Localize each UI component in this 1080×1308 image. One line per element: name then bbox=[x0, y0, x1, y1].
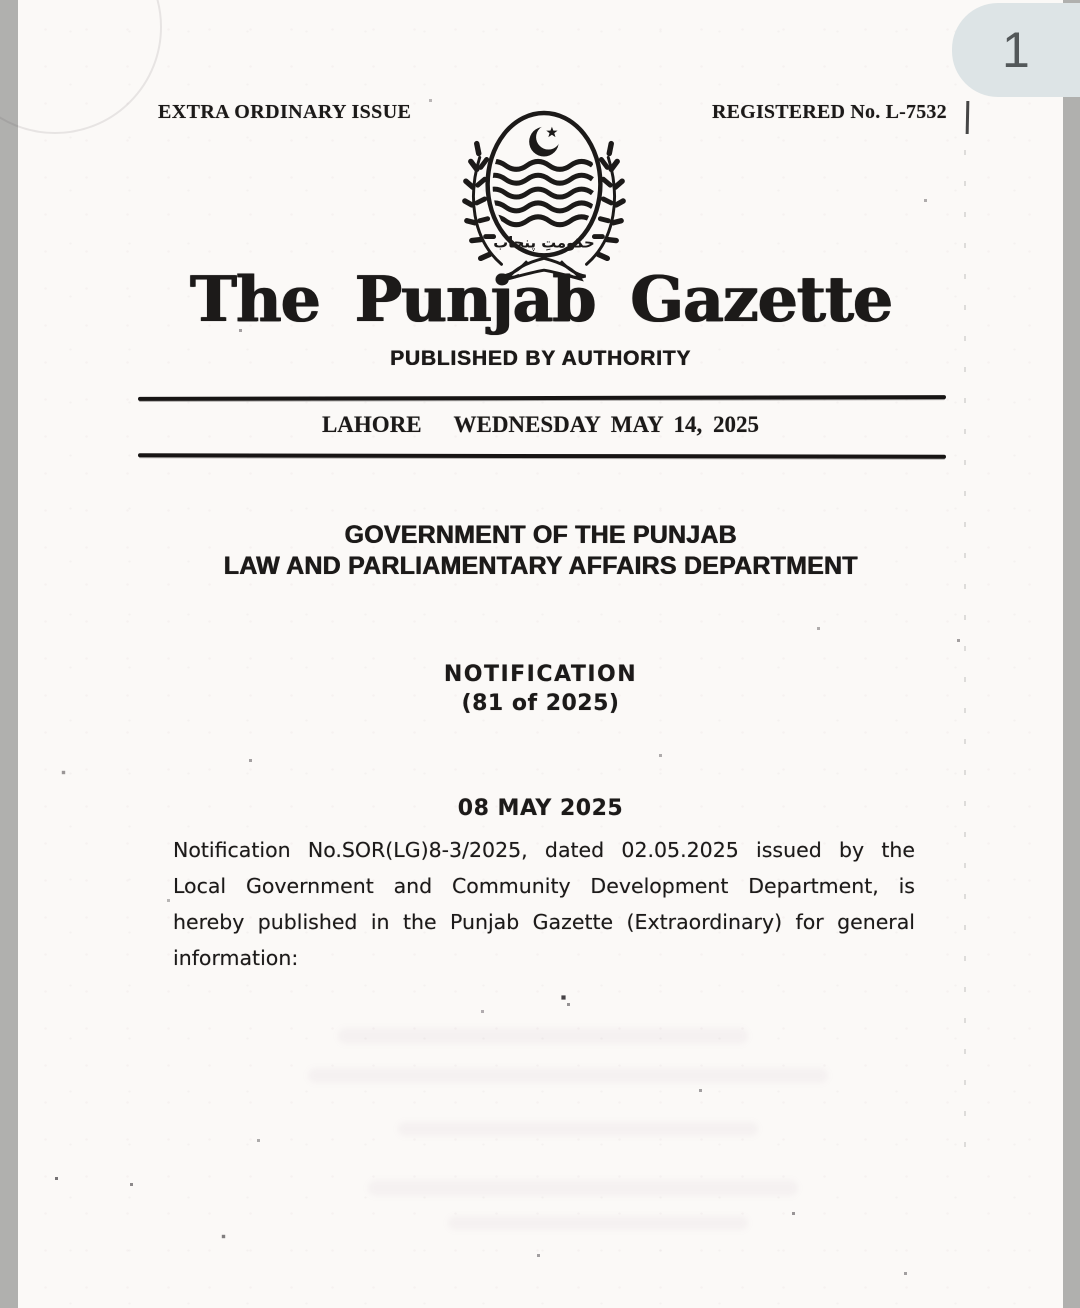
river-waves bbox=[484, 161, 593, 224]
paragraph-line: hereby published in the Punjab Gazette (Extraordinary) for general bbox=[173, 910, 915, 934]
notification-heading: NOTIFICATION bbox=[443, 662, 638, 687]
separator-rule-top bbox=[138, 395, 946, 401]
notification-date: 08 MAY 2025 bbox=[457, 796, 624, 821]
urdu-script: حکومتِ پنجاب bbox=[493, 234, 595, 252]
page-number: 1 bbox=[1002, 22, 1030, 78]
scan-scratch-mark bbox=[966, 101, 969, 134]
issue-type-label: EXTRA ORDINARY ISSUE bbox=[158, 101, 412, 123]
bleed-through-text bbox=[308, 1068, 828, 1083]
department-heading: LAW AND PARLIAMENTARY AFFAIRS DEPARTMENT bbox=[223, 552, 858, 580]
registration-number-label: REGISTERED No. L-7532 bbox=[712, 101, 947, 123]
page-number-badge bbox=[952, 3, 1080, 97]
organization-heading bbox=[18, 520, 1063, 582]
separator-rule-bottom bbox=[138, 453, 946, 458]
scan-artifact-arc bbox=[0, 0, 162, 134]
scan-noise bbox=[18, 0, 19, 1]
bleed-through-text bbox=[338, 1028, 748, 1044]
notification-number: (81 of 2025) bbox=[461, 691, 620, 716]
paragraph-line: information: bbox=[173, 946, 299, 970]
dateline: LAHORE WEDNESDAY MAY 14, 2025 bbox=[321, 412, 760, 437]
bleed-through-text bbox=[448, 1216, 748, 1230]
published-by-authority-label: PUBLISHED BY AUTHORITY bbox=[389, 347, 692, 370]
government-heading: GOVERNMENT OF THE PUNJAB bbox=[344, 521, 737, 549]
bleed-through-text bbox=[368, 1180, 798, 1196]
paragraph-line: Local Government and Community Development Department, is bbox=[173, 874, 915, 898]
gazette-title: The Punjab Gazette bbox=[189, 262, 892, 336]
bleed-through-text bbox=[398, 1122, 758, 1136]
notification-paragraph bbox=[173, 832, 915, 982]
crescent-star-icon bbox=[529, 125, 561, 157]
paragraph-line: Notification No.SOR(LG)8-3/2025, dated 02.05.2025 issued by the bbox=[173, 838, 915, 862]
scan-scratch-line bbox=[964, 150, 966, 1150]
scanned-page bbox=[18, 0, 1063, 1308]
